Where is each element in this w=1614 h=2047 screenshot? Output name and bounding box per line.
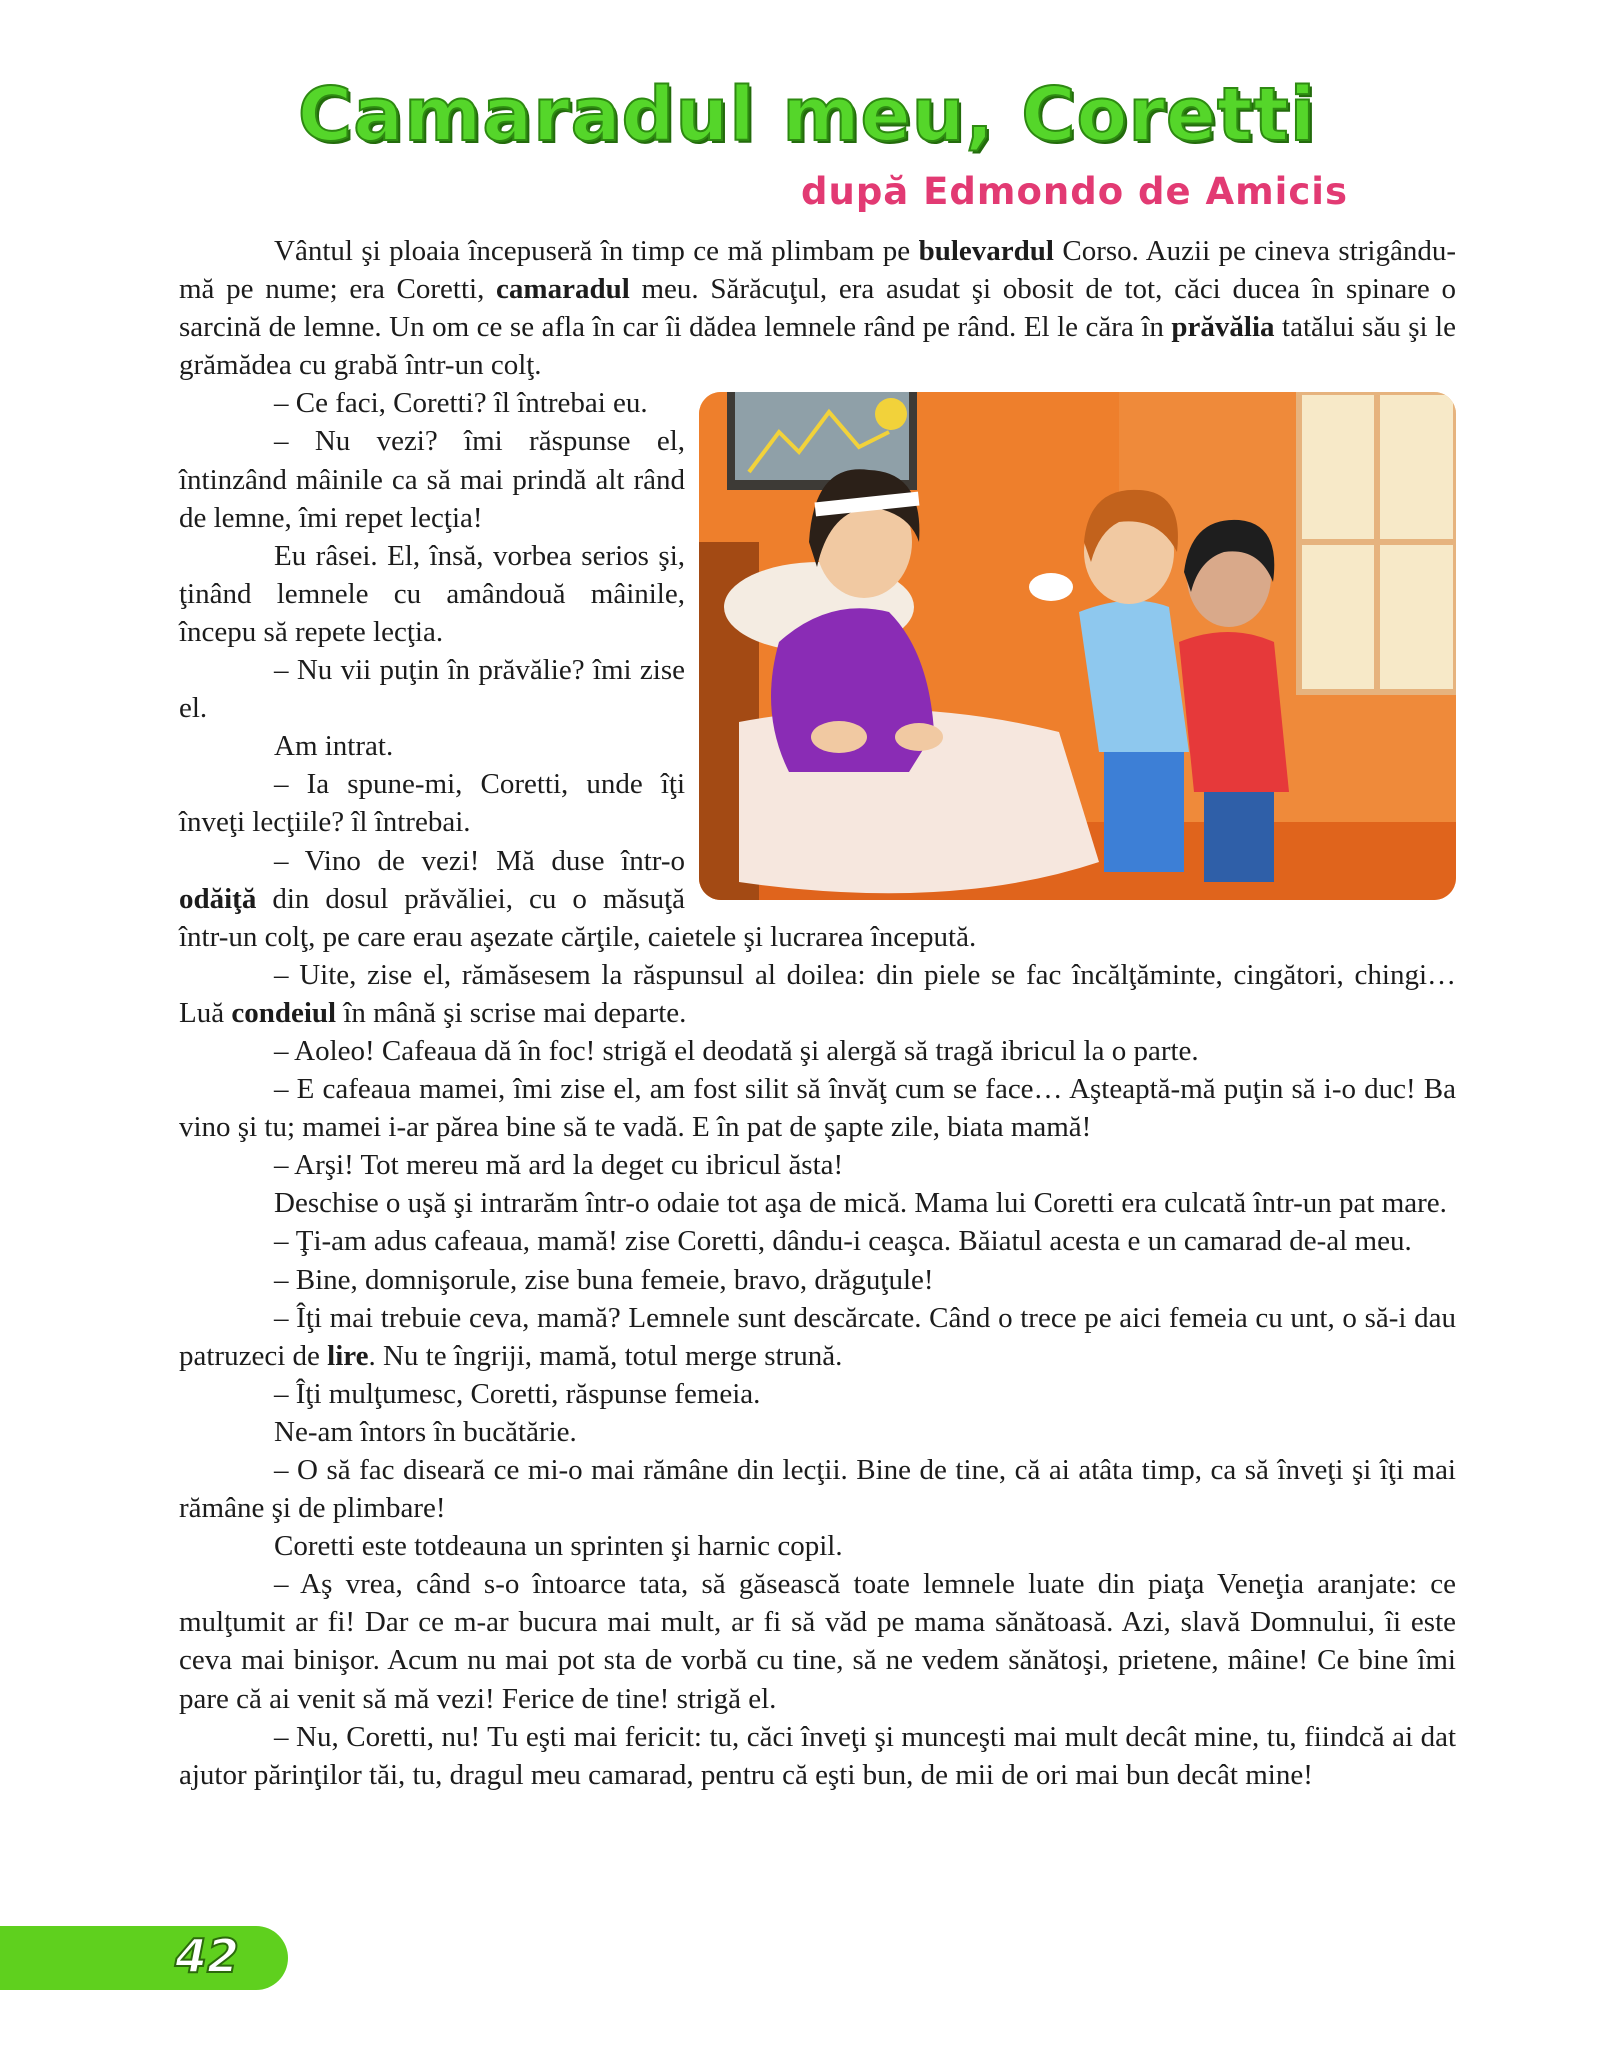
text-run: – Aoleo! Cafeaua dă în foc! strigă el deodată şi alergă să tragă ibricul la o parte. (274, 1034, 1199, 1067)
paragraph (179, 1032, 1456, 1070)
text-run: Coretti este totdeauna un sprinten şi harnic copil. (274, 1530, 843, 1563)
text-run: – Bine, domnişorule, zise buna femeie, bravo, drăguţule! (274, 1263, 934, 1296)
text-run: – E cafeaua mamei, îmi zise el, am fost silit să învăţ cum se face… Aşteaptă-mă puţin să i-o duc! Ba vino şi tu; mamei i-ar părea bine să te vadă. E în pat de şapte zile, biata mamă! (179, 1073, 1456, 1144)
bold-term: lire (327, 1339, 369, 1372)
text-run: – Nu, Coretti, nu! Tu eşti mai fericit: tu, căci înveţi şi munceşti mai mult decât mine, tu, fiindcă ai dat ajutor părinţilor tăi, tu, dragul meu camarad, pentru că eşti bun, de mii de ori mai bun decât mine! (179, 1720, 1456, 1791)
bold-term: bulevardul (918, 235, 1054, 267)
paragraph (179, 232, 1456, 384)
paragraph (179, 1718, 1456, 1794)
page-number-tab (0, 1926, 288, 1990)
text-run: Vântul şi ploaia începuseră în timp ce mă plimbam pe (274, 235, 919, 267)
paragraph (179, 1451, 1456, 1527)
paragraph (179, 1146, 1456, 1184)
bold-term: odăiţă (179, 882, 257, 915)
text-run: – Arşi! Tot mereu mă ard la deget cu ibricul ăsta! (274, 1149, 844, 1182)
paragraph (179, 1070, 1456, 1146)
text-run: din dosul prăvăliei, cu o măsuţă într-un colţ, pe care erau aşezate cărţile, caietele şi lucrarea începută. (179, 882, 977, 953)
text-run: – Ia spune-mi, Coretti, unde îţi înveţi lecţiile? îl întrebai. (179, 768, 685, 839)
paragraph (179, 1413, 1456, 1451)
text-run: – Vino de vezi! Mă duse într-o (274, 844, 685, 877)
text-run: – Aş vrea, când s-o întoarce tata, să găsească toate lemnele luate din piaţa Veneţia aranjate: ce mulţumit ar fi! Dar ce m-ar bucura mai mult, ar fi să văd pe mama sănătoasă. Azi, slavă Domnului, îi este ceva mai binişor. Acum nu mai pot sta de vorbă cu tine, să ne vedem sănătoşi, prietene, mâine! Ce bine îmi pare că ai venit să mă vezi! Ferice de tine! strigă el. (179, 1568, 1456, 1715)
text-run: tatălui său şi le grămădea cu grabă într-un colţ. (179, 311, 1456, 382)
paragraph (179, 1375, 1456, 1413)
bold-term: prăvălia (1171, 311, 1275, 344)
paragraph (179, 1565, 1456, 1717)
text-run: Deschise o uşă şi intrarăm într-o odaie tot aşa de mică. Mama lui Coretti era culcată într-un pat mare. (274, 1187, 1447, 1220)
text-run: Eu râsei. El, însă, vorbea serios şi, ţinând lemnele cu amândouă mâinile, începu să repete lecţia. (179, 539, 685, 648)
illustration (699, 392, 1456, 900)
text-run: Am intrat. (274, 730, 394, 763)
paragraph (179, 1261, 1456, 1299)
text-run: – Uite, zise el, rămăsesem la răspunsul al doilea: din piele se fac încălţăminte, cingători, chingi… Luă (179, 958, 1456, 1029)
text-run: Corso. Auzii pe cineva strigându-mă pe nume; era Coretti, (179, 235, 1456, 306)
page-number: 42 (175, 1929, 240, 1983)
text-run: – Nu vezi? îmi răspunse el, întinzând mâinile ca să mai prindă alt rând de lemne, îmi repet lecţia! (179, 425, 685, 534)
story-text (179, 232, 1456, 1794)
bold-term: camaradul (496, 273, 630, 306)
text-run: meu. Sărăcuţul, era asudat şi obosit de tot, căci ducea în spinare o sarcină de lemne. Un om ce se afla în car îi dădea lemnele rând pe rând. El le căra în (179, 273, 1457, 344)
paragraph (179, 1299, 1456, 1375)
author-byline: după Edmondo de Amicis (801, 170, 1348, 213)
text-run: . Nu te îngriji, mamă, totul merge strună. (368, 1339, 843, 1372)
page-title: Camaradul meu, Coretti (297, 72, 1317, 158)
text-run: – Nu vii puţin în prăvălie? îmi zise el. (179, 654, 685, 725)
text-run: – Îţi mulţumesc, Coretti, răspunse femeia. (274, 1377, 761, 1410)
text-run: – O să fac diseară ce mi-o mai rămâne din lecţii. Bine de tine, că ai atâta timp, ca să înveţi şi îţi mai rămâne şi de plimbare! (179, 1454, 1456, 1525)
paragraph (179, 956, 1456, 1032)
paragraph (179, 1527, 1456, 1565)
bold-term: condeiul (231, 996, 337, 1029)
text-run: – Ţi-am adus cafeaua, mamă! zise Coretti, dându-i ceaşca. Băiatul acesta e un camarad de-al meu. (274, 1225, 1412, 1258)
text-run: în mână şi scrise mai departe. (336, 996, 687, 1029)
paragraph (179, 1184, 1456, 1222)
text-run: Ne-am întors în bucătărie. (274, 1415, 577, 1448)
paragraph (179, 1222, 1456, 1260)
text-run: – Îţi mai trebuie ceva, mamă? Lemnele sunt descărcate. Când o trece pe aici femeia cu unt, o să-i dau patruzeci de (179, 1301, 1456, 1372)
text-run: – Ce faci, Coretti? îl întrebai eu. (274, 387, 648, 420)
